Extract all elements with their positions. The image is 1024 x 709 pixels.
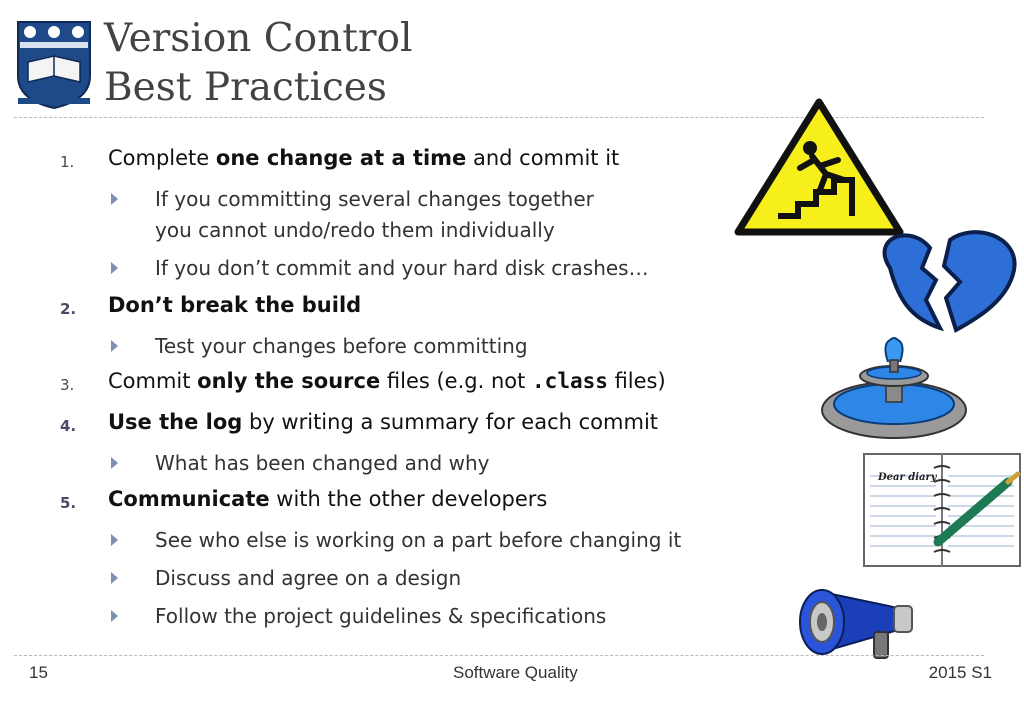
sub-item: Discuss and agree on a design bbox=[155, 566, 462, 590]
sub-item: you cannot undo/redo them individually bbox=[155, 218, 555, 242]
item-number: 4. bbox=[60, 417, 77, 435]
list-item: Complete one change at a time and commit it bbox=[108, 146, 620, 170]
item-number: 2. bbox=[60, 300, 77, 318]
bullet-arrow-icon bbox=[111, 193, 118, 205]
sub-item: Test your changes before committing bbox=[155, 334, 528, 358]
item-number: 1. bbox=[60, 153, 75, 171]
sub-item: What has been changed and why bbox=[155, 451, 490, 475]
bullet-arrow-icon bbox=[111, 534, 118, 546]
title-line-1: Version Control bbox=[104, 16, 413, 61]
slide-title bbox=[104, 14, 413, 112]
diary-text: Dear diary bbox=[878, 472, 937, 483]
bullet-arrow-icon bbox=[111, 572, 118, 584]
footer-course: Software Quality bbox=[453, 663, 578, 682]
megaphone-icon bbox=[794, 578, 924, 666]
list-item: Use the log by writing a summary for each commit bbox=[108, 410, 659, 434]
sub-item: See who else is working on a part before changing it bbox=[155, 528, 682, 552]
bullet-arrow-icon bbox=[111, 610, 118, 622]
list-item: Commit only the source files (e.g. not .class files) bbox=[108, 369, 666, 393]
list-item: Don’t break the build bbox=[108, 293, 362, 317]
bullet-arrow-icon bbox=[111, 457, 118, 469]
footer-divider bbox=[14, 655, 984, 656]
title-line-2: Best Practices bbox=[104, 65, 387, 110]
sub-item: Follow the project guidelines & specifications bbox=[155, 604, 607, 628]
falling-stairs-warning-icon bbox=[734, 98, 904, 238]
fountain-icon bbox=[818, 332, 970, 442]
sub-item: If you committing several changes together bbox=[155, 187, 594, 211]
item-number: 3. bbox=[60, 376, 75, 394]
diary-notebook-icon bbox=[862, 452, 1022, 568]
broken-heart-icon bbox=[870, 228, 1020, 338]
bullet-arrow-icon bbox=[111, 262, 118, 274]
page-number: 15 bbox=[29, 663, 48, 682]
code-snippet: .class bbox=[532, 369, 608, 393]
university-logo bbox=[14, 18, 94, 110]
list-item: Communicate with the other developers bbox=[108, 487, 548, 511]
sub-item: If you don’t commit and your hard disk crashes… bbox=[155, 256, 649, 280]
bullet-arrow-icon bbox=[111, 340, 118, 352]
item-number: 5. bbox=[60, 494, 77, 512]
footer-term: 2015 S1 bbox=[928, 663, 992, 682]
